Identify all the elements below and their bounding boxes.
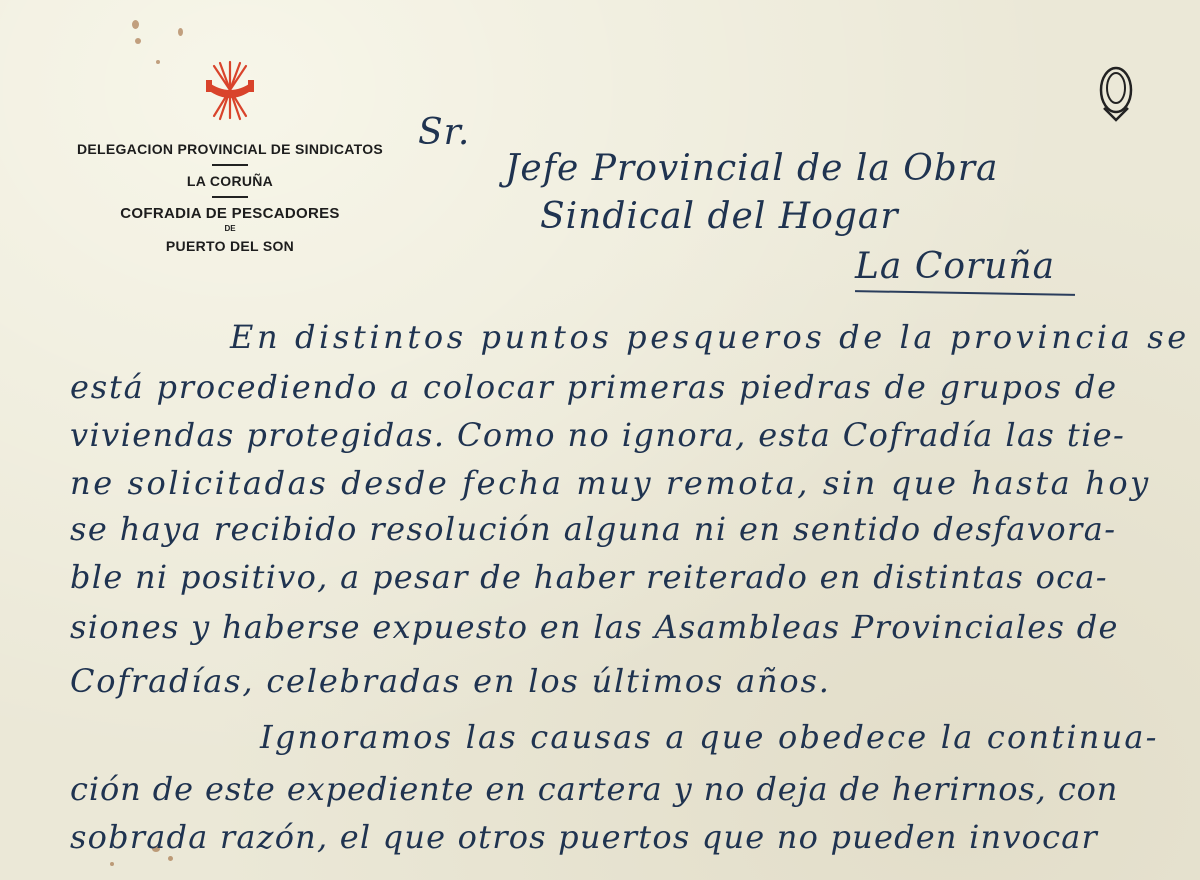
stain-mark — [178, 28, 183, 36]
body-line: se haya recibido resolución alguna ni en sentido desfavora- — [70, 510, 1117, 548]
divider — [212, 164, 248, 166]
letterhead-city: LA CORUÑA — [186, 173, 274, 189]
body-line: Cofradías, celebradas en los últimos años. — [70, 662, 831, 700]
body-line: En distintos puntos pesqueros de la provincia se — [230, 318, 1190, 356]
body-line: viviendas protegidas. Como no ignora, esta Cofradía las tie- — [70, 416, 1126, 454]
letterhead — [40, 60, 420, 253]
body-line: Ignoramos las causas a que obedece la continua- — [260, 718, 1159, 756]
stain-mark — [110, 862, 114, 866]
body-line: ne solicitadas desde fecha muy remota, sin que hasta hoy — [70, 464, 1151, 502]
salutation: Sr. — [418, 112, 471, 153]
oval-seal-icon — [1098, 64, 1134, 122]
letterhead-cofradia: COFRADIA DE PESCADORES — [120, 205, 340, 222]
body-line: siones y haberse expuesto en las Asambleas Provinciales de — [70, 608, 1119, 646]
recipient-line-1: Jefe Provincial de la Obra — [505, 148, 999, 189]
yoke-and-arrows-icon — [200, 60, 260, 122]
body-line: está procediendo a colocar primeras piedras de grupos de — [70, 368, 1118, 406]
body-line: sobrada razón, el que otros puertos que no pueden invocar — [70, 818, 1098, 856]
stain-mark — [135, 38, 141, 44]
stain-mark — [168, 856, 173, 861]
letterhead-delegation: DELEGACION PROVINCIAL DE SINDICATOS — [76, 141, 384, 157]
recipient-line-2: Sindical del Hogar — [540, 196, 899, 237]
recipient-city: La Coruña — [855, 246, 1056, 287]
letterhead-de: DE — [224, 224, 236, 233]
stain-mark — [132, 20, 139, 29]
letterhead-port: PUERTO DEL SON — [165, 238, 295, 254]
divider — [212, 196, 248, 198]
body-line: ble ni positivo, a pesar de haber reiterado en distintas oca- — [70, 558, 1108, 596]
body-line: ción de este expediente en cartera y no deja de herirnos, con — [70, 770, 1119, 808]
